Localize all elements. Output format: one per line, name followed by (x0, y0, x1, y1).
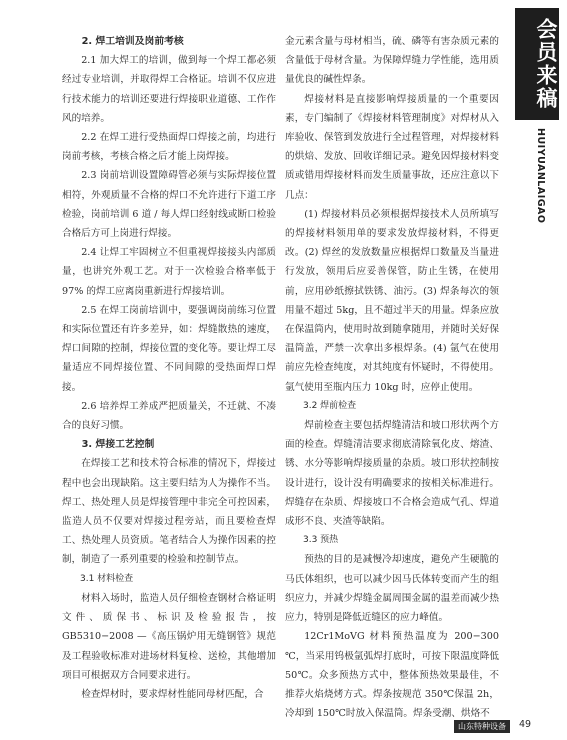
body-paragraph: 2.6 培养焊工养成严把质量关，不迁就、不凑合的良好习惯。 (62, 400, 276, 432)
body-paragraph: 2.5 在焊工岗前培训中，要强调岗前练习位置和实际位置还有许多差异，如：焊缝散热的速度，焊口间隙的控制，焊接位置的变化等。要让焊工尽量适应不同焊接位置、不同间隙的受热面焊口焊接。 (62, 304, 276, 393)
body-paragraph: 预热的目的是减慢冷却速度，避免产生硬脆的马氏体组织，也可以减少因马氏体转变而产生的组织应力，并减少焊缝金属周围金属的温差而减少热应力，特别是降低近缝区的应力峰值。 (285, 554, 499, 624)
body-paragraph: 在焊接工艺和技术符合标准的情况下，焊接过程中也会出现缺陷。这主要归结为人为操作不当。焊工、热处理人员是焊接管理中非完全可控因素，监造人员不仅要对焊接过程旁站，而且要检查焊工、热处理人员资质。笔者结合人为操作因素的控制，制造了一系列重要的检验和控制节点。 (62, 458, 276, 566)
article-left-column (62, 32, 276, 704)
section-heading: 3. 焊接工艺控制 (81, 439, 155, 451)
subsection-heading: 3.2 焊前检查 (303, 400, 357, 411)
body-paragraph: 12Cr1MoVG 材料预热温度为 200−300 ℃，当采用钨极氩弧焊打底时，可按下限温度降低 50℃。众多预热方式中，整体预热效果最佳，不推荐火焰烧烤方式。焊条按规范 350℃保温 2h，冷却到 150℃时放入保温筒。焊条受潮、烘烙不 (285, 631, 499, 720)
section-heading: 2. 焊工培训及岗前考核 (81, 36, 184, 47)
body-paragraph: (1) 焊接材料员必须根据焊接技术人员所填写的焊接材料领用单的要求发放焊接材料，不得更改。(2) 焊丝的发放数量应根据焊口数量及当量进行发放，领用后应妥善保管，防止生锈，在使用前，应用砂纸擦拭铁锈、油污。(3) 焊条每次的领用量不超过 5kg，且不超过半天的用量。焊条应放在保温筒内，使用时故到随拿随用，并随时关好保温筒盖，严禁一次拿出多根焊条。(4) 氩气在使用前应先检查纯度，对其纯度有怀疑时，不得使用。氩气使用至瓶内压力 10kg 时，应停止使用。 (285, 208, 499, 393)
body-paragraph: 检查焊材时，要求焊材性能同母材匹配，合 (81, 688, 264, 700)
article-right-column (285, 32, 499, 723)
body-paragraph: 2.3 岗前培训设置障碍管必须与实际焊接位置相符，外观质量不合格的焊口不允许进行下道工序检验，岗前培训 6 道 / 每人焊口经射线或断口检验合格后方可上岗进行焊接。 (62, 170, 276, 240)
body-paragraph: 金元素含量与母材相当，硫、磷等有害杂质元素的含量低于母材含量。为保障焊缝力学性能，选用质量优良的碱性焊条。 (285, 36, 499, 86)
body-paragraph: 焊前检查主要包括焊缝清洁和坡口形状两个方面的检查。焊缝清洁要求彻底清除氧化皮、熔渣、锈、水分等影响焊接质量的杂质。坡口形状控制按设计进行，设计没有明确要求的按相关标准进行。焊缝存在杂质、焊接坡口不合格会造成气孔、焊道成形不良、夹渣等缺陷。 (285, 420, 499, 528)
column-section-pinyin: HUIYUANLAIGAO (535, 128, 546, 224)
subsection-heading: 3.3 预热 (303, 535, 339, 546)
body-paragraph: 2.2 在焊工进行受热面焊口焊接之前，均进行岗前考核，考核合格之后才能上岗焊接。 (62, 132, 276, 163)
column-section-title: 会员来稿 (515, 8, 559, 120)
body-paragraph: 2.4 让焊工牢固树立不但重视焊接接头内部质量，也讲究外观工艺。对于一次检验合格率低于 97% 的焊工应离岗重新进行焊接培训。 (62, 247, 276, 297)
publication-name: 山东特种设备 (454, 720, 510, 733)
body-paragraph: 2.1 加大焊工的培训，做到每一个焊工都必须经过专业培训，并取得焊工合格证。培训不仅应进行技术能力的培训还要进行焊接职业道德、工作作风的培养。 (62, 55, 276, 124)
page-number: 49 (519, 719, 532, 730)
subsection-heading: 3.1 材料检查 (80, 573, 134, 584)
body-paragraph: 材料入场时，监造人员仔细检查钢材合格证明文件、质保书、标识及检验报告，按 GB5310−2008 —《高压锅炉用无缝钢管》规范及工程验收标准对进场材料复检、送检，其他增加项目可根据双方合同要求进行。 (62, 592, 276, 681)
body-paragraph: 焊接材料是直接影响焊接质量的一个重要因素，专门编制了《焊接材料管理制度》对焊材从入库验收、保管到发放进行全过程管理，对焊接材料的烘焙、发放、回收详细记录。避免因焊接材料变质或错用焊接材料而发生质量事故，还应注意以下几点： (285, 93, 499, 201)
